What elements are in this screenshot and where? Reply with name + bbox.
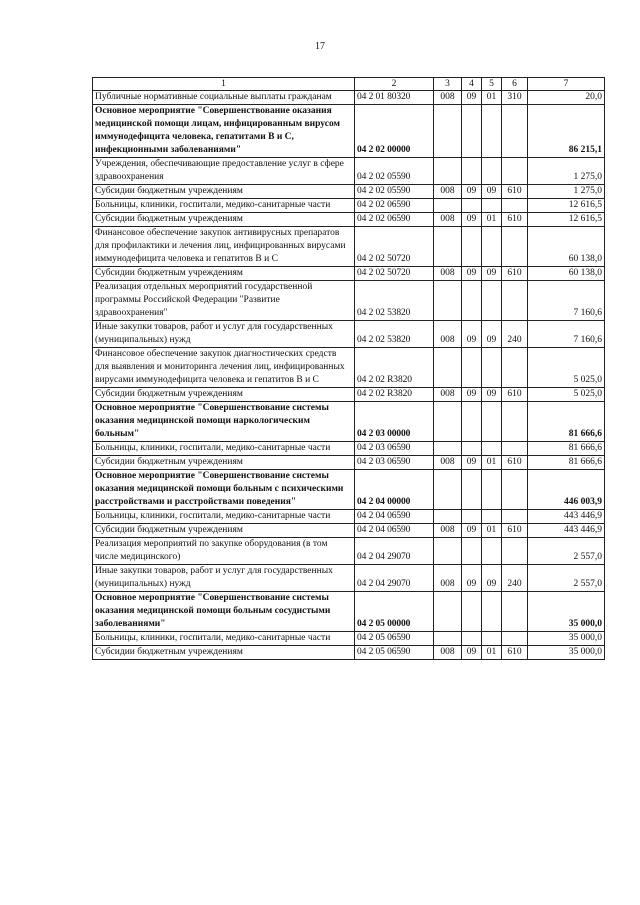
row-amount-cell: 60 138,0 <box>528 267 605 281</box>
table-row <box>93 199 605 213</box>
row-col4-cell <box>462 510 482 524</box>
row-code-cell: 04 2 04 29070 <box>355 565 434 592</box>
table-row <box>93 470 605 510</box>
row-name-cell: Основное мероприятие "Совершенствование системы оказания медицинской помощи наркологическим больным" <box>93 402 355 442</box>
row-col3-cell <box>434 348 462 388</box>
row-col3-cell: 008 <box>434 185 462 199</box>
page-number: 17 <box>315 41 325 52</box>
row-col4-cell <box>462 158 482 185</box>
row-col5-cell: 01 <box>482 91 502 105</box>
row-col6-cell <box>502 592 528 632</box>
table-header-row <box>93 78 605 91</box>
row-col6-cell <box>502 402 528 442</box>
row-amount-cell: 5 025,0 <box>528 348 605 388</box>
row-amount-cell: 5 025,0 <box>528 388 605 402</box>
row-name-cell: Иные закупки товаров, работ и услуг для государственных (муниципальных) нужд <box>93 565 355 592</box>
row-col5-cell: 09 <box>482 185 502 199</box>
row-col3-cell <box>434 592 462 632</box>
table-row <box>93 348 605 388</box>
row-col3-cell <box>434 199 462 213</box>
row-name-cell: Публичные нормативные социальные выплаты гражданам <box>93 91 355 105</box>
row-amount-cell: 7 160,6 <box>528 321 605 348</box>
row-amount-cell: 35 000,0 <box>528 646 605 660</box>
table-row <box>93 632 605 646</box>
row-amount-cell: 446 003,9 <box>528 470 605 510</box>
row-code-cell: 04 2 02 53820 <box>355 321 434 348</box>
row-col6-cell: 610 <box>502 388 528 402</box>
row-amount-cell: 443 446,9 <box>528 524 605 538</box>
row-col5-cell <box>482 470 502 510</box>
row-col5-cell <box>482 348 502 388</box>
row-name-cell: Больницы, клиники, госпитали, медико-санитарные части <box>93 632 355 646</box>
row-code-cell: 04 2 02 R3820 <box>355 348 434 388</box>
table-row <box>93 402 605 442</box>
row-col3-cell: 008 <box>434 91 462 105</box>
row-col5-cell <box>482 402 502 442</box>
row-col4-cell <box>462 442 482 456</box>
row-name-cell: Субсидии бюджетным учреждениям <box>93 646 355 660</box>
row-col3-cell: 008 <box>434 388 462 402</box>
row-amount-cell: 2 557,0 <box>528 538 605 565</box>
header-cell: 6 <box>502 78 528 91</box>
row-col3-cell: 008 <box>434 213 462 227</box>
header-cell: 7 <box>528 78 605 91</box>
row-col5-cell <box>482 632 502 646</box>
row-col5-cell <box>482 510 502 524</box>
row-amount-cell: 86 215,1 <box>528 105 605 158</box>
row-name-cell: Финансовое обеспечение закупок диагностических средств для выявления и мониторинга лечения лиц, инфицированных вирусами иммунодефицита человека и гепатитов В и С <box>93 348 355 388</box>
row-name-cell: Субсидии бюджетным учреждениям <box>93 185 355 199</box>
row-col3-cell <box>434 402 462 442</box>
row-col4-cell <box>462 199 482 213</box>
row-code-cell: 04 2 03 06590 <box>355 442 434 456</box>
table-row <box>93 538 605 565</box>
row-col6-cell <box>502 348 528 388</box>
row-col6-cell: 610 <box>502 267 528 281</box>
row-name-cell: Финансовое обеспечение закупок антивирусных препаратов для профилактики и лечения лиц, инфицированных вирусами иммунодефицита человека и гепатитов В и С <box>93 227 355 267</box>
row-code-cell: 04 2 05 00000 <box>355 592 434 632</box>
row-name-cell: Субсидии бюджетным учреждениям <box>93 388 355 402</box>
row-col3-cell <box>434 470 462 510</box>
row-code-cell: 04 2 02 53820 <box>355 281 434 321</box>
row-code-cell: 04 2 05 06590 <box>355 632 434 646</box>
row-name-cell: Субсидии бюджетным учреждениям <box>93 213 355 227</box>
row-col5-cell: 01 <box>482 646 502 660</box>
row-code-cell: 04 2 02 00000 <box>355 105 434 158</box>
header-cell: 2 <box>355 78 434 91</box>
row-col5-cell: 09 <box>482 388 502 402</box>
table-row <box>93 524 605 538</box>
row-name-cell: Больницы, клиники, госпитали, медико-санитарные части <box>93 199 355 213</box>
row-name-cell: Иные закупки товаров, работ и услуг для государственных (муниципальных) нужд <box>93 321 355 348</box>
row-col4-cell: 09 <box>462 646 482 660</box>
row-col5-cell <box>482 442 502 456</box>
row-code-cell: 04 2 02 06590 <box>355 213 434 227</box>
row-col6-cell <box>502 470 528 510</box>
row-amount-cell: 12 616,5 <box>528 199 605 213</box>
table-row <box>93 510 605 524</box>
row-col5-cell: 09 <box>482 321 502 348</box>
table-row <box>93 227 605 267</box>
row-code-cell: 04 2 04 29070 <box>355 538 434 565</box>
row-col4-cell <box>462 105 482 158</box>
row-col4-cell <box>462 470 482 510</box>
row-col6-cell: 240 <box>502 321 528 348</box>
row-col6-cell <box>502 510 528 524</box>
row-amount-cell: 81 666,6 <box>528 456 605 470</box>
row-name-cell: Основное мероприятие "Совершенствование оказания медицинской помощи лицам, инфицированным вирусом иммунодефицита человека, гепатитами В и С, инфекционными заболеваниями" <box>93 105 355 158</box>
row-name-cell: Учреждения, обеспечивающие предоставление услуг в сфере здравоохранения <box>93 158 355 185</box>
row-col4-cell: 09 <box>462 524 482 538</box>
table-row <box>93 388 605 402</box>
table-row <box>93 267 605 281</box>
row-col3-cell: 008 <box>434 267 462 281</box>
table-row <box>93 442 605 456</box>
row-col4-cell: 09 <box>462 321 482 348</box>
table-row <box>93 281 605 321</box>
row-col4-cell: 09 <box>462 185 482 199</box>
row-col5-cell <box>482 592 502 632</box>
row-col6-cell <box>502 199 528 213</box>
row-code-cell: 04 2 03 06590 <box>355 456 434 470</box>
row-col5-cell: 09 <box>482 565 502 592</box>
row-amount-cell: 443 446,9 <box>528 510 605 524</box>
row-col4-cell: 09 <box>462 456 482 470</box>
header-cell: 1 <box>93 78 355 91</box>
row-amount-cell: 1 275,0 <box>528 158 605 185</box>
row-code-cell: 04 2 02 05590 <box>355 185 434 199</box>
row-name-cell: Субсидии бюджетным учреждениям <box>93 267 355 281</box>
row-col5-cell <box>482 281 502 321</box>
row-col3-cell: 008 <box>434 646 462 660</box>
table-row <box>93 321 605 348</box>
row-col6-cell: 310 <box>502 91 528 105</box>
row-col4-cell <box>462 281 482 321</box>
row-col5-cell: 01 <box>482 456 502 470</box>
row-code-cell: 04 2 05 06590 <box>355 646 434 660</box>
row-col6-cell: 610 <box>502 524 528 538</box>
row-col5-cell <box>482 105 502 158</box>
row-col5-cell: 01 <box>482 213 502 227</box>
row-col6-cell <box>502 281 528 321</box>
row-col4-cell: 09 <box>462 565 482 592</box>
row-col3-cell <box>434 510 462 524</box>
table-row <box>93 91 605 105</box>
row-col5-cell <box>482 538 502 565</box>
header-cell: 4 <box>462 78 482 91</box>
row-col6-cell <box>502 227 528 267</box>
row-col6-cell <box>502 105 528 158</box>
row-col3-cell <box>434 632 462 646</box>
row-col4-cell: 09 <box>462 91 482 105</box>
table-row <box>93 105 605 158</box>
table-row <box>93 592 605 632</box>
row-amount-cell: 12 616,5 <box>528 213 605 227</box>
row-col3-cell: 008 <box>434 321 462 348</box>
table-row <box>93 456 605 470</box>
row-col3-cell: 008 <box>434 565 462 592</box>
row-col3-cell <box>434 105 462 158</box>
row-col5-cell: 01 <box>482 524 502 538</box>
row-code-cell: 04 2 02 50720 <box>355 227 434 267</box>
row-code-cell: 04 2 02 R3820 <box>355 388 434 402</box>
row-col4-cell <box>462 592 482 632</box>
row-col6-cell <box>502 442 528 456</box>
row-name-cell: Основное мероприятие "Совершенствование системы оказания медицинской помощи больным с психическими расстройствами и расстройствами поведения" <box>93 470 355 510</box>
table-row <box>93 158 605 185</box>
row-col3-cell <box>434 281 462 321</box>
header-cell: 3 <box>434 78 462 91</box>
table-row <box>93 185 605 199</box>
row-col6-cell: 610 <box>502 213 528 227</box>
row-name-cell: Основное мероприятие "Совершенствование системы оказания медицинской помощи больным сосудистыми заболеваниями" <box>93 592 355 632</box>
row-col6-cell <box>502 538 528 565</box>
row-col6-cell: 610 <box>502 456 528 470</box>
row-col3-cell: 008 <box>434 456 462 470</box>
row-code-cell: 04 2 02 06590 <box>355 199 434 213</box>
row-col6-cell: 610 <box>502 646 528 660</box>
row-name-cell: Больницы, клиники, госпитали, медико-санитарные части <box>93 510 355 524</box>
row-col5-cell <box>482 158 502 185</box>
row-code-cell: 04 2 02 05590 <box>355 158 434 185</box>
row-col4-cell <box>462 632 482 646</box>
row-code-cell: 04 2 04 00000 <box>355 470 434 510</box>
table-row <box>93 213 605 227</box>
row-amount-cell: 35 000,0 <box>528 592 605 632</box>
row-col6-cell: 610 <box>502 185 528 199</box>
row-code-cell: 04 2 03 00000 <box>355 402 434 442</box>
row-col4-cell: 09 <box>462 388 482 402</box>
row-col6-cell <box>502 158 528 185</box>
row-name-cell: Субсидии бюджетным учреждениям <box>93 524 355 538</box>
row-amount-cell: 81 666,6 <box>528 442 605 456</box>
row-col4-cell <box>462 538 482 565</box>
row-col3-cell <box>434 442 462 456</box>
header-cell: 5 <box>482 78 502 91</box>
row-amount-cell: 20,0 <box>528 91 605 105</box>
row-amount-cell: 35 000,0 <box>528 632 605 646</box>
row-col4-cell: 09 <box>462 267 482 281</box>
row-amount-cell: 1 275,0 <box>528 185 605 199</box>
row-col4-cell: 09 <box>462 213 482 227</box>
row-code-cell: 04 2 02 50720 <box>355 267 434 281</box>
row-col3-cell <box>434 538 462 565</box>
row-col5-cell: 09 <box>482 267 502 281</box>
row-col4-cell <box>462 402 482 442</box>
row-amount-cell: 2 557,0 <box>528 565 605 592</box>
row-col5-cell <box>482 227 502 267</box>
row-code-cell: 04 2 01 80320 <box>355 91 434 105</box>
row-name-cell: Больницы, клиники, госпитали, медико-санитарные части <box>93 442 355 456</box>
row-col4-cell <box>462 348 482 388</box>
row-name-cell: Реализация мероприятий по закупке оборудования (в том числе медицинского) <box>93 538 355 565</box>
row-col3-cell: 008 <box>434 524 462 538</box>
row-name-cell: Субсидии бюджетным учреждениям <box>93 456 355 470</box>
budget-table <box>92 77 605 660</box>
row-col6-cell <box>502 632 528 646</box>
row-col3-cell <box>434 158 462 185</box>
table-row <box>93 565 605 592</box>
row-amount-cell: 60 138,0 <box>528 227 605 267</box>
row-col5-cell <box>482 199 502 213</box>
row-col6-cell: 240 <box>502 565 528 592</box>
row-amount-cell: 7 160,6 <box>528 281 605 321</box>
row-amount-cell: 81 666,6 <box>528 402 605 442</box>
row-col3-cell <box>434 227 462 267</box>
row-code-cell: 04 2 04 06590 <box>355 510 434 524</box>
row-col4-cell <box>462 227 482 267</box>
row-code-cell: 04 2 04 06590 <box>355 524 434 538</box>
row-name-cell: Реализация отдельных мероприятий государственной программы Российской Федерации "Развитие здравоохранения" <box>93 281 355 321</box>
table-row <box>93 646 605 660</box>
